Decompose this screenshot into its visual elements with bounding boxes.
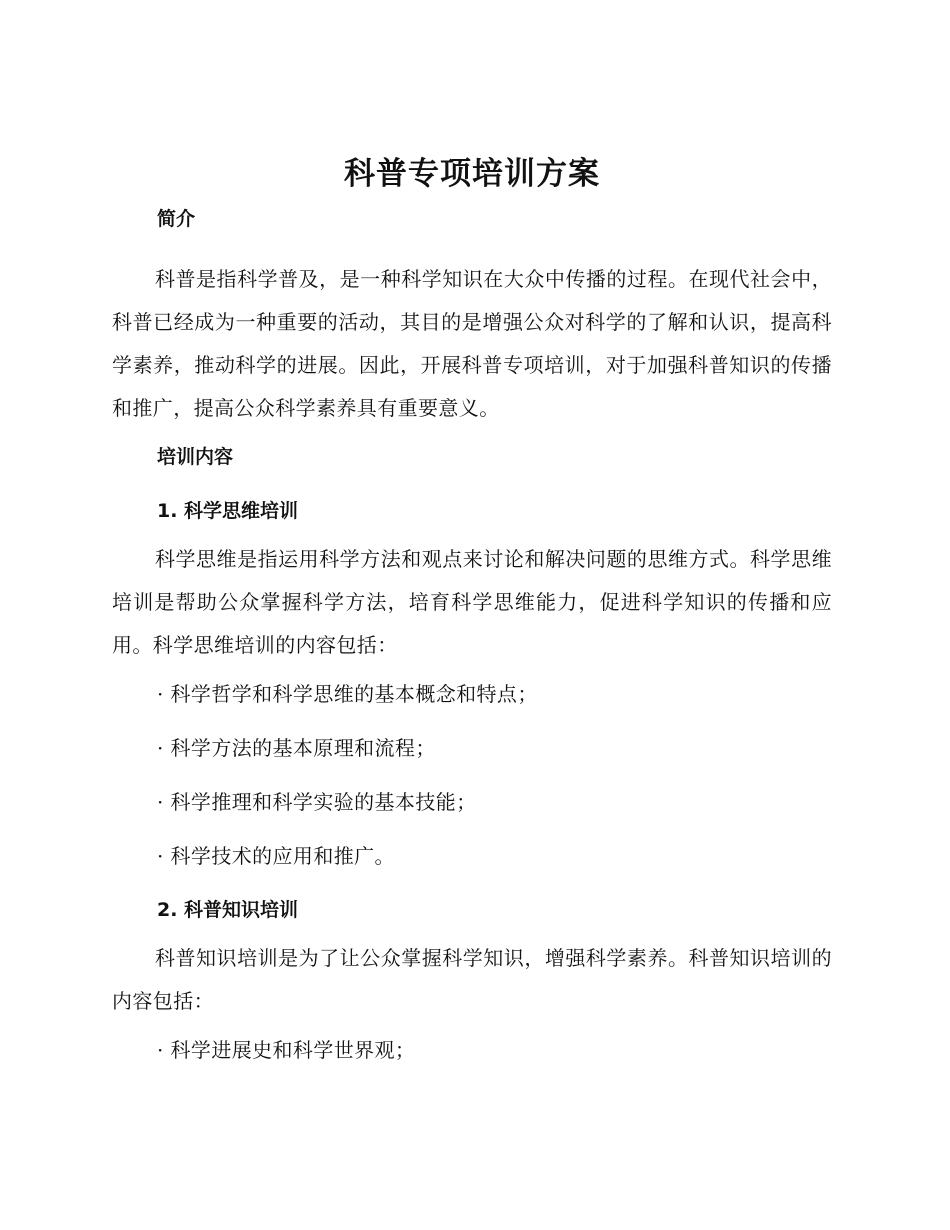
list-item: · 科学推理和科学实验的基本技能； bbox=[157, 790, 477, 814]
list-item: · 科学哲学和科学思维的基本概念和特点； bbox=[157, 682, 538, 706]
section-2-paragraph: 科普知识培训是为了让公众掌握科学知识，增强科学素养。科普知识培训的内容包括： bbox=[112, 946, 832, 1013]
spacer bbox=[112, 871, 832, 895]
spacer bbox=[112, 667, 832, 679]
list-item: · 科学方法的基本原理和流程； bbox=[157, 736, 436, 760]
section-2-heading: 2. 科普知识培训 bbox=[157, 899, 299, 921]
section-1-heading: 1. 科学思维培训 bbox=[157, 500, 299, 522]
spacer bbox=[112, 234, 832, 258]
spacer bbox=[112, 817, 832, 841]
list-item: · 科学技术的应用和推广。 bbox=[157, 844, 395, 868]
document-title: 科普专项培训方案 bbox=[344, 156, 600, 192]
spacer bbox=[112, 1023, 832, 1035]
spacer bbox=[112, 526, 832, 538]
list-item: · 科学进展史和科学世界观； bbox=[157, 1038, 416, 1062]
content-heading: 培训内容 bbox=[157, 446, 234, 468]
intro-heading: 简介 bbox=[157, 208, 196, 230]
spacer bbox=[112, 925, 832, 937]
spacer bbox=[112, 472, 832, 496]
spacer bbox=[112, 763, 832, 787]
section-1-paragraph: 科学思维是指运用科学方法和观点来讨论和解决问题的思维方式。科学思维培训是帮助公众掌握科学方法，培育科学思维能力，促进科学知识的传播和应用。科学思维培训的内容包括： bbox=[112, 547, 832, 657]
spacer bbox=[112, 430, 832, 442]
intro-paragraph: 科普是指科学普及，是一种科学知识在大众中传播的过程。在现代社会中，科普已经成为一种重要的活动，其目的是增强公众对科学的了解和认识，提高科学素养，推动科学的进展。因此，开展科普专项培训，对于加强科普知识的传播和推广，提高公众科学素养具有重要意义。 bbox=[112, 267, 832, 420]
spacer bbox=[112, 709, 832, 733]
